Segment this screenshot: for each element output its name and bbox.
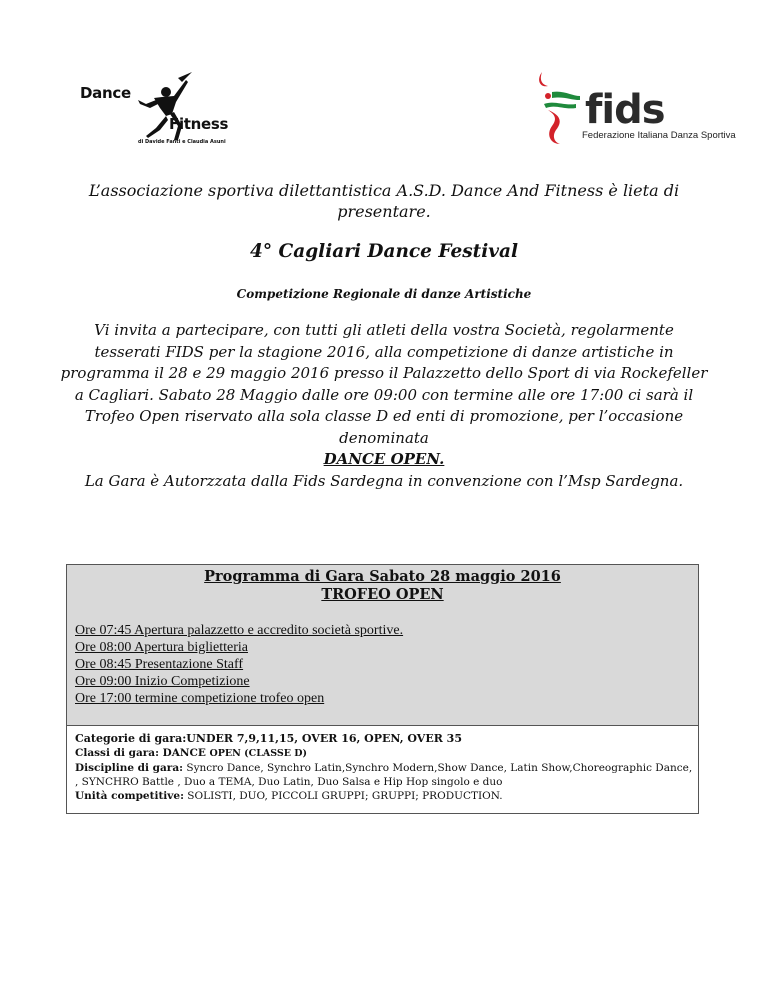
program-subtitle-line: TROFEO OPEN <box>321 586 444 603</box>
program-title-line: Programma di Gara Sabato 28 maggio 2016 <box>204 568 561 585</box>
program-title <box>67 568 698 604</box>
fids-ribbon-icon <box>534 70 584 146</box>
program-header-section <box>67 565 698 726</box>
schedule-item: Ore 09:00 Inizio Competizione <box>75 674 250 689</box>
classi-label: Classi di gara: DANCE <box>75 747 206 759</box>
classi-value: OPEN (CLASSE D) <box>209 748 308 759</box>
invitation-text: Vi invita a partecipare, con tutti gli atleti della vostra Società, regolarmente tesserati FIDS per la stagione 2016, alla competizione di danze artistiche in programma il 28 e 29 maggio 2016 presso il Palazzetto dello Sport di via Rockefeller a Cagliari. Sabato 28 Maggio dalle ore 09:00 con termine alle ore 17:00 ci sarà il Trofeo Open riservato alla sola classe D ed enti di promozione, per l’occasione denominata <box>60 321 708 447</box>
schedule-item: Ore 07:45 Apertura palazzetto e accredito società sportive. <box>75 623 404 638</box>
logo-word-dance: Dance <box>80 84 131 102</box>
fids-brand: fids <box>585 87 665 133</box>
classi-row <box>75 746 693 761</box>
event-subtitle: Competizione Regionale di danze Artistiche <box>236 287 532 301</box>
schedule-item: Ore 17:00 termine competizione trofeo open <box>75 691 325 706</box>
dance-fitness-logo <box>76 70 236 150</box>
schedule-list <box>75 622 403 707</box>
schedule-item: Ore 08:45 Presentazione Staff <box>75 657 244 672</box>
dance-open-label: DANCE OPEN. <box>323 450 445 468</box>
program-details <box>75 732 693 803</box>
schedule-item: Ore 08:00 Apertura biglietteria <box>75 640 248 655</box>
categorie-value: UNDER 7,9,11,15, OVER 16, OPEN, OVER 35 <box>186 732 462 745</box>
authorization-note: La Gara è Autorzzata dalla Fids Sardegna in convenzione con l’Msp Sardegna. <box>84 471 684 490</box>
event-title: 4° Cagliari Dance Festival <box>249 241 519 262</box>
logo-word-fitness: Fitness <box>169 115 229 133</box>
fids-subtitle: Federazione Italiana Danza Sportiva <box>582 130 736 141</box>
discipline-value: Syncro Dance, Synchro Latin,Synchro Modern,Show Dance, Latin Show,Choreographic Dance, , SYNCHRO Battle , Duo a TEMA, Duo Latin, Duo Salsa e Hip Hop singolo e duo <box>75 762 693 788</box>
unita-row <box>75 789 693 803</box>
categorie-row <box>75 732 693 746</box>
categorie-label: Categorie di gara: <box>75 732 187 745</box>
fids-logo <box>534 70 736 146</box>
unita-value: SOLISTI, DUO, PICCOLI GRUPPI; GRUPPI; PRODUCTION. <box>187 790 503 802</box>
unita-label: Unità competitive: <box>75 790 184 802</box>
discipline-row <box>75 761 693 789</box>
invitation-paragraph <box>60 320 708 492</box>
logo-credit: di Davide Fanti e Claudia Asuni <box>138 139 226 145</box>
program-box <box>66 564 699 814</box>
intro-text: L’associazione sportiva dilettantistica A.S.D. Dance And Fitness è lieta di presentare. <box>88 181 680 221</box>
discipline-label: Discipline di gara: <box>75 762 184 774</box>
